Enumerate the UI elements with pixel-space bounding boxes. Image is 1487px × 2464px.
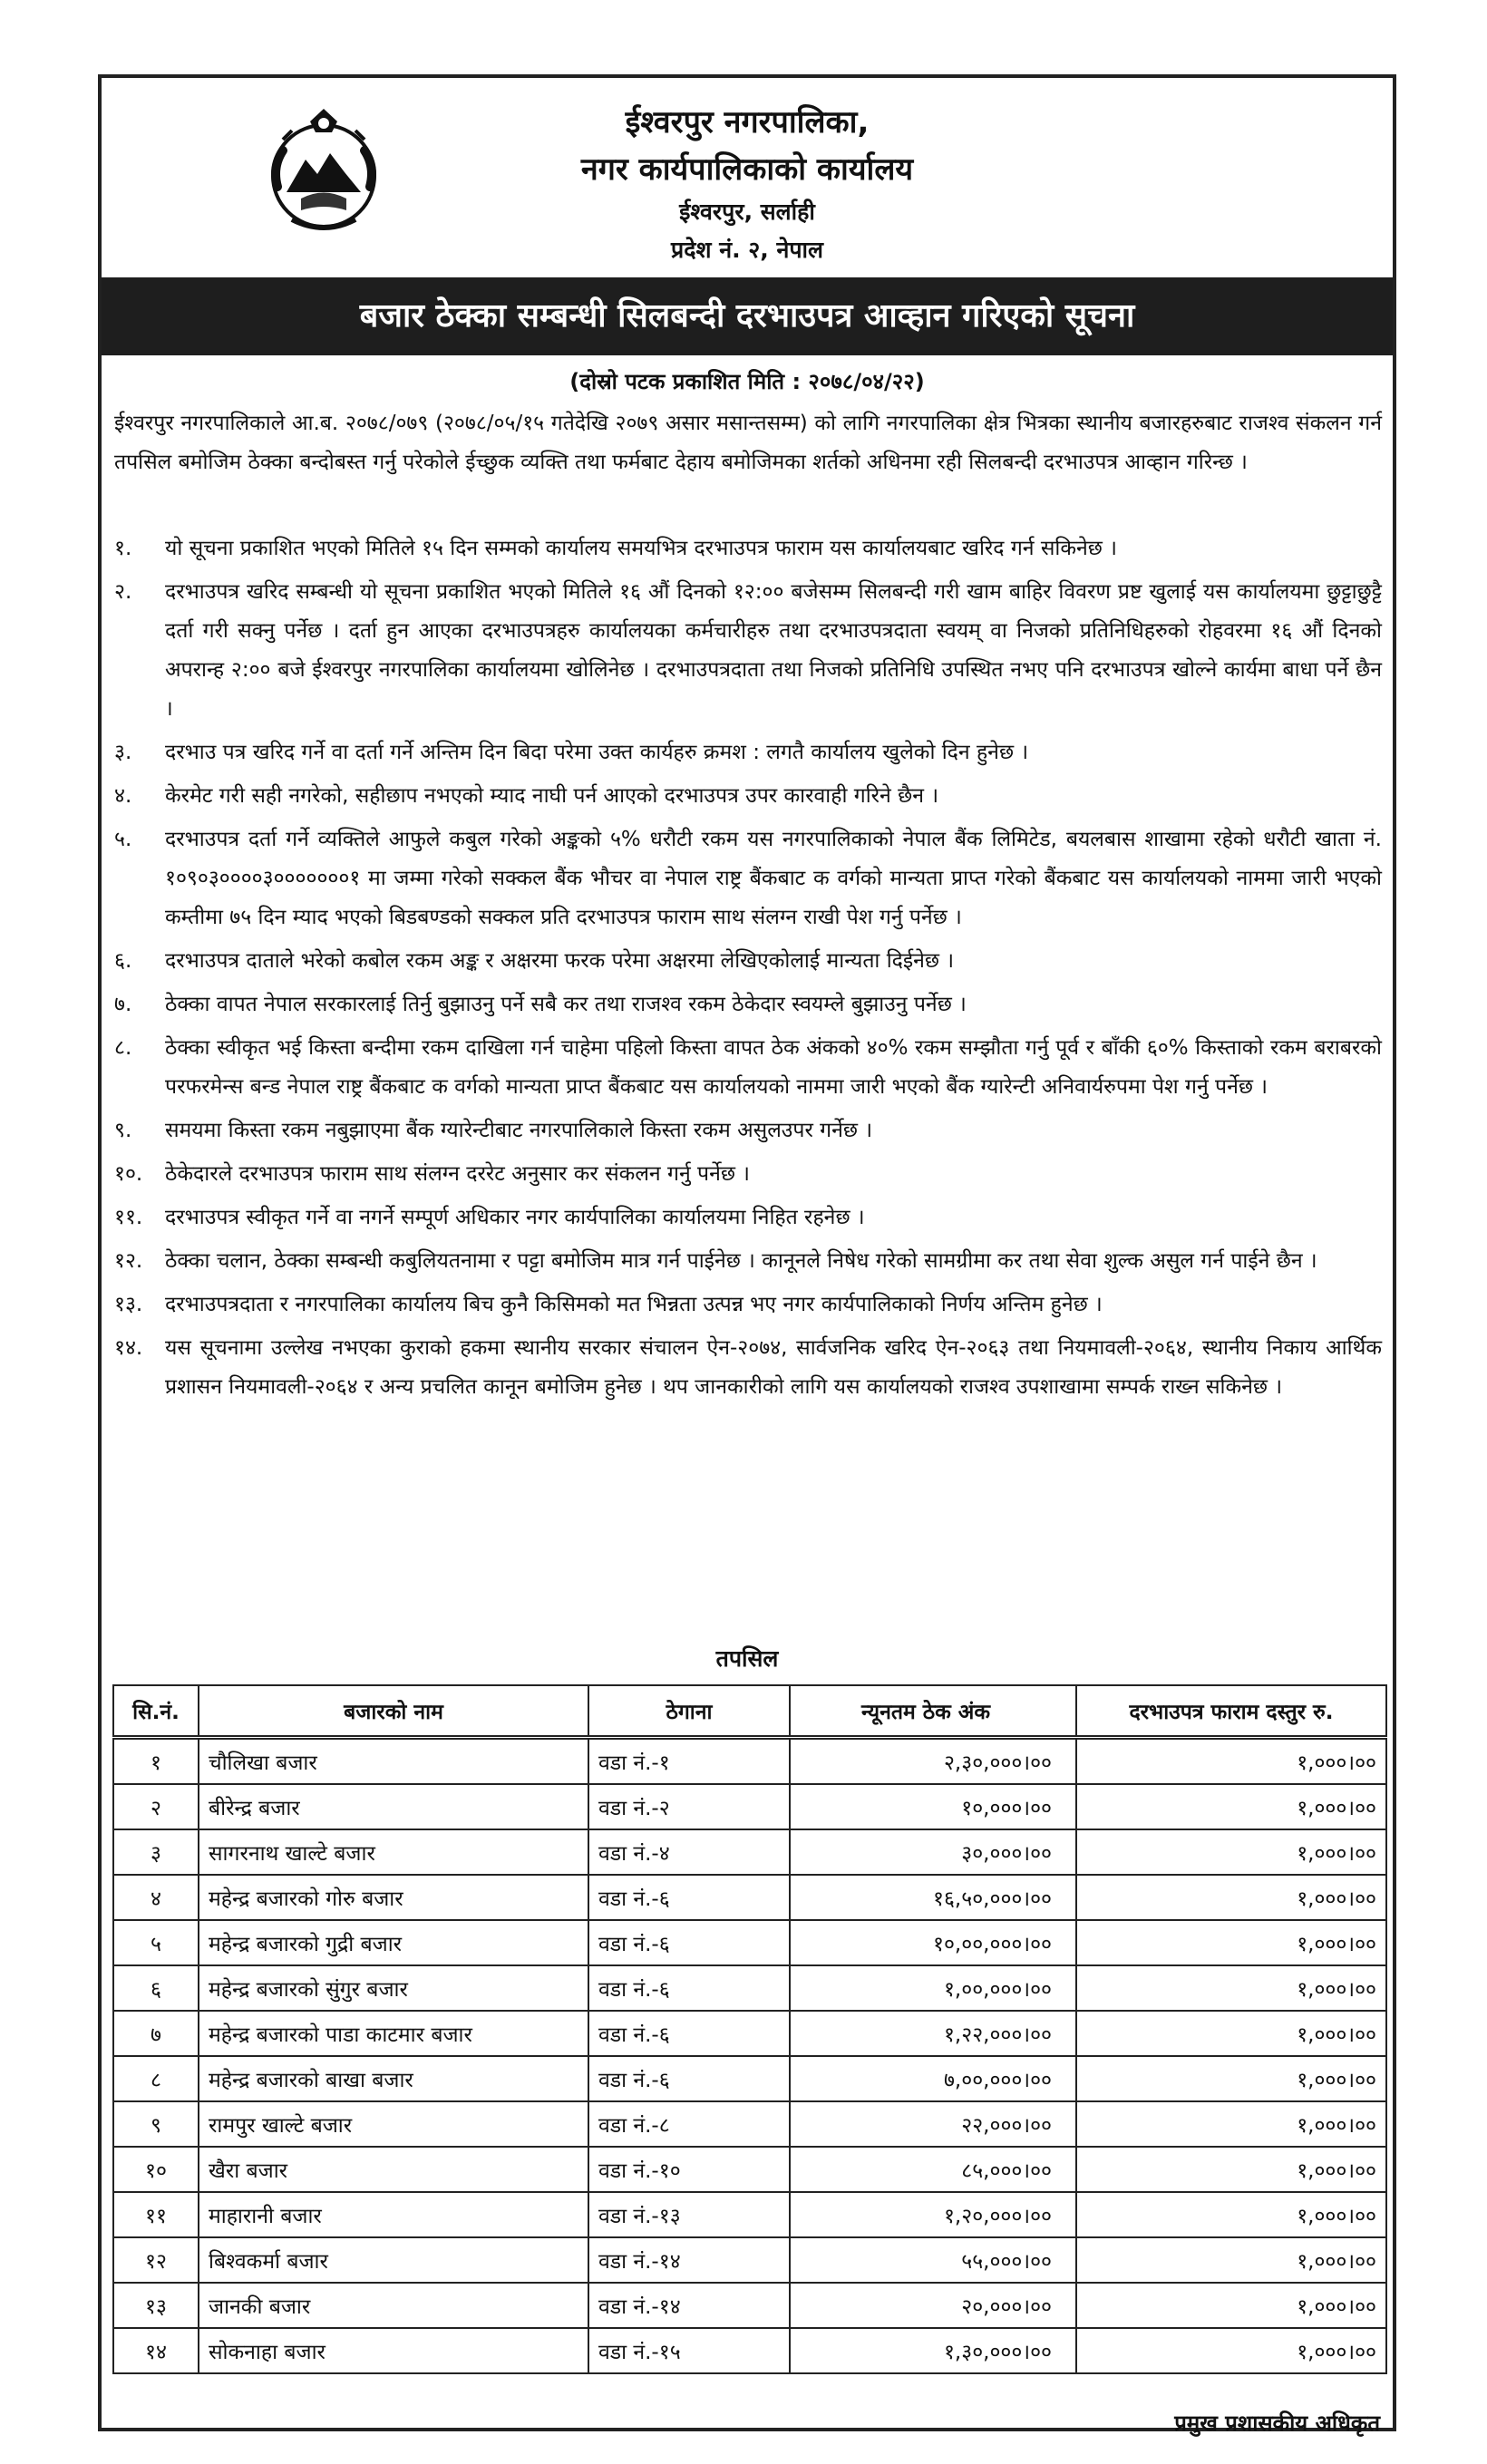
cell-sn: ९ [113,2101,199,2147]
clause-item [114,985,1382,1024]
clause-text: यो सूचना प्रकाशित भएको मितिले १५ दिन सम्मको कार्यालय समयभित्र दरभाउपत्र फाराम यस कार्यालयबाट खरिद गर्न सकिनेछ । [165,537,1117,560]
clause-number: ११. [114,1206,143,1229]
clause-text: ठेक्का वापत नेपाल सरकारलाई तिर्नु बुझाउनु पर्ने सबै कर तथा राजश्व रकम ठेकेदार स्वयम्ले बुझाउनु पर्नेछ । [165,993,967,1016]
municipality-name: ईश्वरपुर नगरपालिका, [625,104,870,141]
table-row [113,2192,1386,2237]
cell-market-name: सोकनाहा बजार [199,2328,588,2373]
clause-number: २. [114,580,132,604]
clause-text: दरभाउपत्र दर्ता गर्ने व्यक्तिले आफुले कबुल गरेको अङ्कको ५% धरौटी रकम यस नगरपालिकाको नेपाल बैंक लिमिटेड, बयलबास शाखामा रहेको धरौटी खाता नं. १०९०३००००३०००००००१ मा जम्मा गरेको सक्कल बैंक भौचर वा नेपाल राष्ट्र बैंकबाट क वर्गको मान्यता प्राप्त गरेको बैंकबाट यस कार्यालयको नाममा जारी भएको कम्तीमा ७५ दिन म्याद भएको बिडबण्डको सक्कल प्रति दरभाउपत्र फाराम साथ संलग्न राखी पेश गर्नु पर्नेछ । [165,828,1382,929]
clause-item [114,1242,1382,1281]
clause-text: ठेकेदारले दरभाउपत्र फाराम साथ संलग्न दररेट अनुसार कर संकलन गर्नु पर्नेछ । [165,1162,751,1186]
cell-min-amount: ३०,०००।०० [790,1829,1076,1875]
cell-market-name: महेन्द्र बजारको बाखा बजार [199,2056,588,2101]
clause-text: दरभाउ पत्र खरिद गर्ने वा दर्ता गर्ने अन्तिम दिन बिदा परेमा उक्त कार्यहरु क्रमश : लगतै कार्यालय खुलेको दिन हुनेछ । [165,741,1029,764]
letterhead [102,78,1393,276]
cell-min-amount: १,२२,०००।०० [790,2011,1076,2056]
cell-form-fee: १,०००।०० [1076,2283,1386,2328]
cell-market-name: बीरेन्द्र बजार [199,1784,588,1829]
cell-sn: १२ [113,2237,199,2283]
clause-text: दरभाउपत्रदाता र नगरपालिका कार्यालय बिच कुनै किसिमको मत भिन्नता उत्पन्न भए नगर कार्यपालिकाको निर्णय अन्तिम हुनेछ । [165,1293,1103,1316]
cell-sn: ११ [113,2192,199,2237]
market-table [112,1684,1387,2374]
cell-form-fee: १,०००।०० [1076,1829,1386,1875]
clause-number: १२. [114,1249,143,1273]
clause-number: ८. [114,1036,132,1060]
cell-address: वडा नं.-१ [588,1738,790,1785]
cell-sn: ७ [113,2011,199,2056]
cell-market-name: माहारानी बजार [199,2192,588,2237]
cell-market-name: बिश्वकर्मा बजार [199,2237,588,2283]
table-row [113,1784,1386,1829]
cell-form-fee: १,०००।०० [1076,2011,1386,2056]
cell-min-amount: २०,०००।०० [790,2283,1076,2328]
cell-market-name: महेन्द्र बजारको सुंगुर बजार [199,1965,588,2011]
clause-item [114,529,1382,568]
table-header-row [113,1685,1386,1738]
cell-form-fee: १,०००।०० [1076,2056,1386,2101]
clause-number: ४. [114,784,132,808]
cell-form-fee: १,०००।०० [1076,2147,1386,2192]
table-row [113,2147,1386,2192]
notice-intro: ईश्वरपुर नगरपालिकाले आ.ब. २०७८/०७९ (२०७८/०५/१५ गतेदेखि २०७९ असार मसान्तसम्म) को लागि नगरपालिका क्षेत्र भित्रका स्थानीय बजारहरुबाट राजश्व संकलन गर्न तपसिल बमोजिम ठेक्का बन्दोबस्त गर्नु परेकोले ईच्छुक व्यक्ति तथा फर्मबाट देहाय बमोजिमका शर्तको अधिनमा रही सिलबन्दी दरभाउपत्र आव्हान गरिन्छ । [114,412,1382,474]
cell-address: वडा नं.-६ [588,1875,790,1920]
cell-market-name: महेन्द्र बजारको पाडा काटमार बजार [199,2011,588,2056]
cell-form-fee: १,०००।०० [1076,1965,1386,2011]
cell-market-name: महेन्द्र बजारको गुद्री बजार [199,1920,588,1965]
cell-sn: १ [113,1738,199,1785]
clause-item [114,573,1382,729]
col-header-address: ठेगाना [588,1685,790,1738]
cell-sn: १० [113,2147,199,2192]
cell-market-name: खैरा बजार [199,2147,588,2192]
clause-item [114,1029,1382,1107]
table-row [113,2283,1386,2328]
cell-address: वडा नं.-१३ [588,2192,790,2237]
cell-address: वडा नं.-४ [588,1829,790,1875]
cell-address: वडा नं.-६ [588,1965,790,2011]
cell-sn: ३ [113,1829,199,1875]
table-row [113,2101,1386,2147]
cell-form-fee: १,०००।०० [1076,2237,1386,2283]
cell-form-fee: १,०००।०० [1076,2328,1386,2373]
cell-address: वडा नं.-६ [588,2011,790,2056]
col-header-sn: सि.नं. [113,1685,199,1738]
clause-text: केरमेट गरी सही नगरेको, सहीछाप नभएको म्याद नाघी पर्न आएको दरभाउपत्र उपर कारवाही गरिने छैन । [165,784,939,808]
cell-min-amount: ८५,०००।०० [790,2147,1076,2192]
table-row [113,1965,1386,2011]
notice-title: बजार ठेक्का सम्बन्धी सिलबन्दी दरभाउपत्र आव्हान गरिएको सूचना [102,277,1393,355]
table-row [113,1875,1386,1920]
cell-address: वडा नं.-१४ [588,2283,790,2328]
table-row [113,2328,1386,2373]
cell-min-amount: १,३०,०००।०० [790,2328,1076,2373]
office-name: नगर कार्यपालिकाको कार्यालय [580,151,914,188]
clause-number: ३. [114,741,132,764]
clause-number: १. [114,537,132,560]
cell-sn: १३ [113,2283,199,2328]
table-row [113,1829,1386,1875]
cell-address: वडा नं.-८ [588,2101,790,2147]
cell-market-name: जानकी बजार [199,2283,588,2328]
notice-frame [98,74,1396,2436]
cell-market-name: महेन्द्र बजारको गोरु बजार [199,1875,588,1920]
cell-address: वडा नं.-६ [588,1920,790,1965]
cell-address: वडा नं.-२ [588,1784,790,1829]
clause-number: ६. [114,949,132,973]
cell-min-amount: १०,००,०००।०० [790,1920,1076,1965]
clause-item [114,942,1382,981]
cell-form-fee: १,०००।०० [1076,1738,1386,1785]
cell-form-fee: १,०००।०० [1076,1920,1386,1965]
clause-item [114,777,1382,816]
cell-min-amount: २२,०००।०० [790,2101,1076,2147]
cell-address: वडा नं.-१४ [588,2237,790,2283]
clause-text: समयमा किस्ता रकम नबुझाएमा बैंक ग्यारेन्टीबाट नगरपालिकाले किस्ता रकम असुलउपर गर्नेछ । [165,1119,873,1142]
clause-item [114,1285,1382,1324]
cell-market-name: चौलिखा बजार [199,1738,588,1785]
cell-min-amount: १६,५०,०००।०० [790,1875,1076,1920]
clause-number: ९. [114,1119,132,1142]
cell-market-name: सागरनाथ खाल्टे बजार [199,1829,588,1875]
cell-sn: ५ [113,1920,199,1965]
clause-text: दरभाउपत्र स्वीकृत गर्ने वा नगर्ने सम्पूर्ण अधिकार नगर कार्यपालिका कार्यालयमा निहित रहनेछ । [165,1206,865,1229]
office-address: ईश्वरपुर, सर्लाही [679,199,815,225]
clause-number: १०. [114,1162,143,1186]
cell-min-amount: १,००,०००।०० [790,1965,1076,2011]
clause-text: दरभाउपत्र खरिद सम्बन्धी यो सूचना प्रकाशित भएको मितिले १६ औं दिनको १२:०० बजेसम्म सिलबन्दी गरी खाम बाहिर विवरण प्रष्ट खुलाई यस कार्यालयमा छुट्टाछुट्टै दर्ता गरी सक्नु पर्नेछ । दर्ता हुन आएका दरभाउपत्रहरु कार्यालयका कर्मचारीहरु तथा दरभाउपत्रदाता स्वयम् वा निजको प्रतिनिधिहरुको रोहवरमा १६ औं दिनको अपरान्ह २:०० बजे ईश्वरपुर नगरपालिका कार्यालयमा खोलिनेछ । दरभाउपत्रदाता तथा निजको प्रतिनिधि उपस्थित नभए पनि दरभाउपत्र खोल्ने कार्यमा बाधा पर्ने छैन । [165,580,1382,721]
cell-address: वडा नं.-१५ [588,2328,790,2373]
province-line: प्रदेश नं. २, नेपाल [671,237,823,263]
cell-min-amount: २,३०,०००।०० [790,1738,1076,1785]
clause-item [114,1155,1382,1194]
clause-text: यस सूचनामा उल्लेख नभएका कुराको हकमा स्थानीय सरकार संचालन ऐन-२०७४, सार्वजनिक खरिद ऐन-२०६३ तथा नियमावली-२०६४, स्थानीय निकाय आर्थिक प्रशासन नियमावली-२०६४ र अन्य प्रचलित कानून बमोजिम हुनेछ । थप जानकारीको लागि यस कार्यालयको राजश्व उपशाखामा सम्पर्क राख्न सकिनेछ । [165,1336,1382,1399]
table-row [113,1920,1386,1965]
clause-item [114,1111,1382,1150]
publication-date: (दोस्रो पटक प्रकाशित मिति : २०७८/०४/२२) [569,369,925,394]
cell-form-fee: १,०००।०० [1076,2101,1386,2147]
col-header-form-fee: दरभाउपत्र फाराम दस्तुर रु. [1076,1685,1386,1738]
cell-form-fee: १,०००।०० [1076,2192,1386,2237]
clause-text: ठेक्का चलान, ठेक्का सम्बन्धी कबुलियतनामा र पट्टा बमोजिम मात्र गर्न पाईनेछ । कानूनले निषेध गरेको सामग्रीमा कर तथा सेवा शुल्क असुल गर्न पाईने छैन । [165,1249,1317,1273]
col-header-market-name: बजारको नाम [199,1685,588,1738]
cell-form-fee: १,०००।०० [1076,1875,1386,1920]
clause-number: १३. [114,1293,143,1316]
table-row [113,1738,1386,1785]
clause-text: दरभाउपत्र दाताले भरेको कबोल रकम अङ्क र अक्षरमा फरक परेमा अक्षरमा लेखिएकोलाई मान्यता दिईनेछ । [165,949,955,973]
cell-form-fee: १,०००।०० [1076,1784,1386,1829]
cell-sn: ८ [113,2056,199,2101]
clause-item [114,733,1382,772]
cell-sn: २ [113,1784,199,1829]
clause-number: ७. [114,993,132,1016]
cell-min-amount: ७,००,०००।०० [790,2056,1076,2101]
cell-min-amount: १,२०,०००।०० [790,2192,1076,2237]
signatory: प्रमुख प्रशासकीय अधिकृत [1174,2411,1380,2436]
table-row [113,2237,1386,2283]
clause-number: ५. [114,828,132,851]
table-row [113,2056,1386,2101]
clause-number: १४. [114,1336,143,1360]
cell-sn: ६ [113,1965,199,2011]
cell-sn: १४ [113,2328,199,2373]
clause-list [114,529,1382,1411]
table-caption: तपसिल [715,1645,779,1672]
clause-text: ठेक्का स्वीकृत भई किस्ता बन्दीमा रकम दाखिला गर्न चाहेमा पहिलो किस्ता वापत ठेक अंकको ४०% रकम सम्झौता गर्नु पूर्व र बाँकी ६०% किस्ताको रकम बराबरको परफरमेन्स बन्ड नेपाल राष्ट्र बैंकबाट क वर्गको मान्यता प्राप्त बैंकबाट यस कार्यालयको नाममा जारी भएको बैंक ग्यारेन्टी अनिवार्यरुपमा पेश गर्नु पर्नेछ । [165,1036,1382,1099]
cell-market-name: रामपुर खाल्टे बजार [199,2101,588,2147]
clause-item [114,1198,1382,1237]
col-header-min-amount: न्यूनतम ठेक अंक [790,1685,1076,1738]
cell-address: वडा नं.-१० [588,2147,790,2192]
cell-min-amount: १०,०००।०० [790,1784,1076,1829]
cell-address: वडा नं.-६ [588,2056,790,2101]
table-row [113,2011,1386,2056]
clause-item [114,1329,1382,1407]
cell-sn: ४ [113,1875,199,1920]
clause-item [114,820,1382,937]
cell-min-amount: ५५,०००।०० [790,2237,1076,2283]
